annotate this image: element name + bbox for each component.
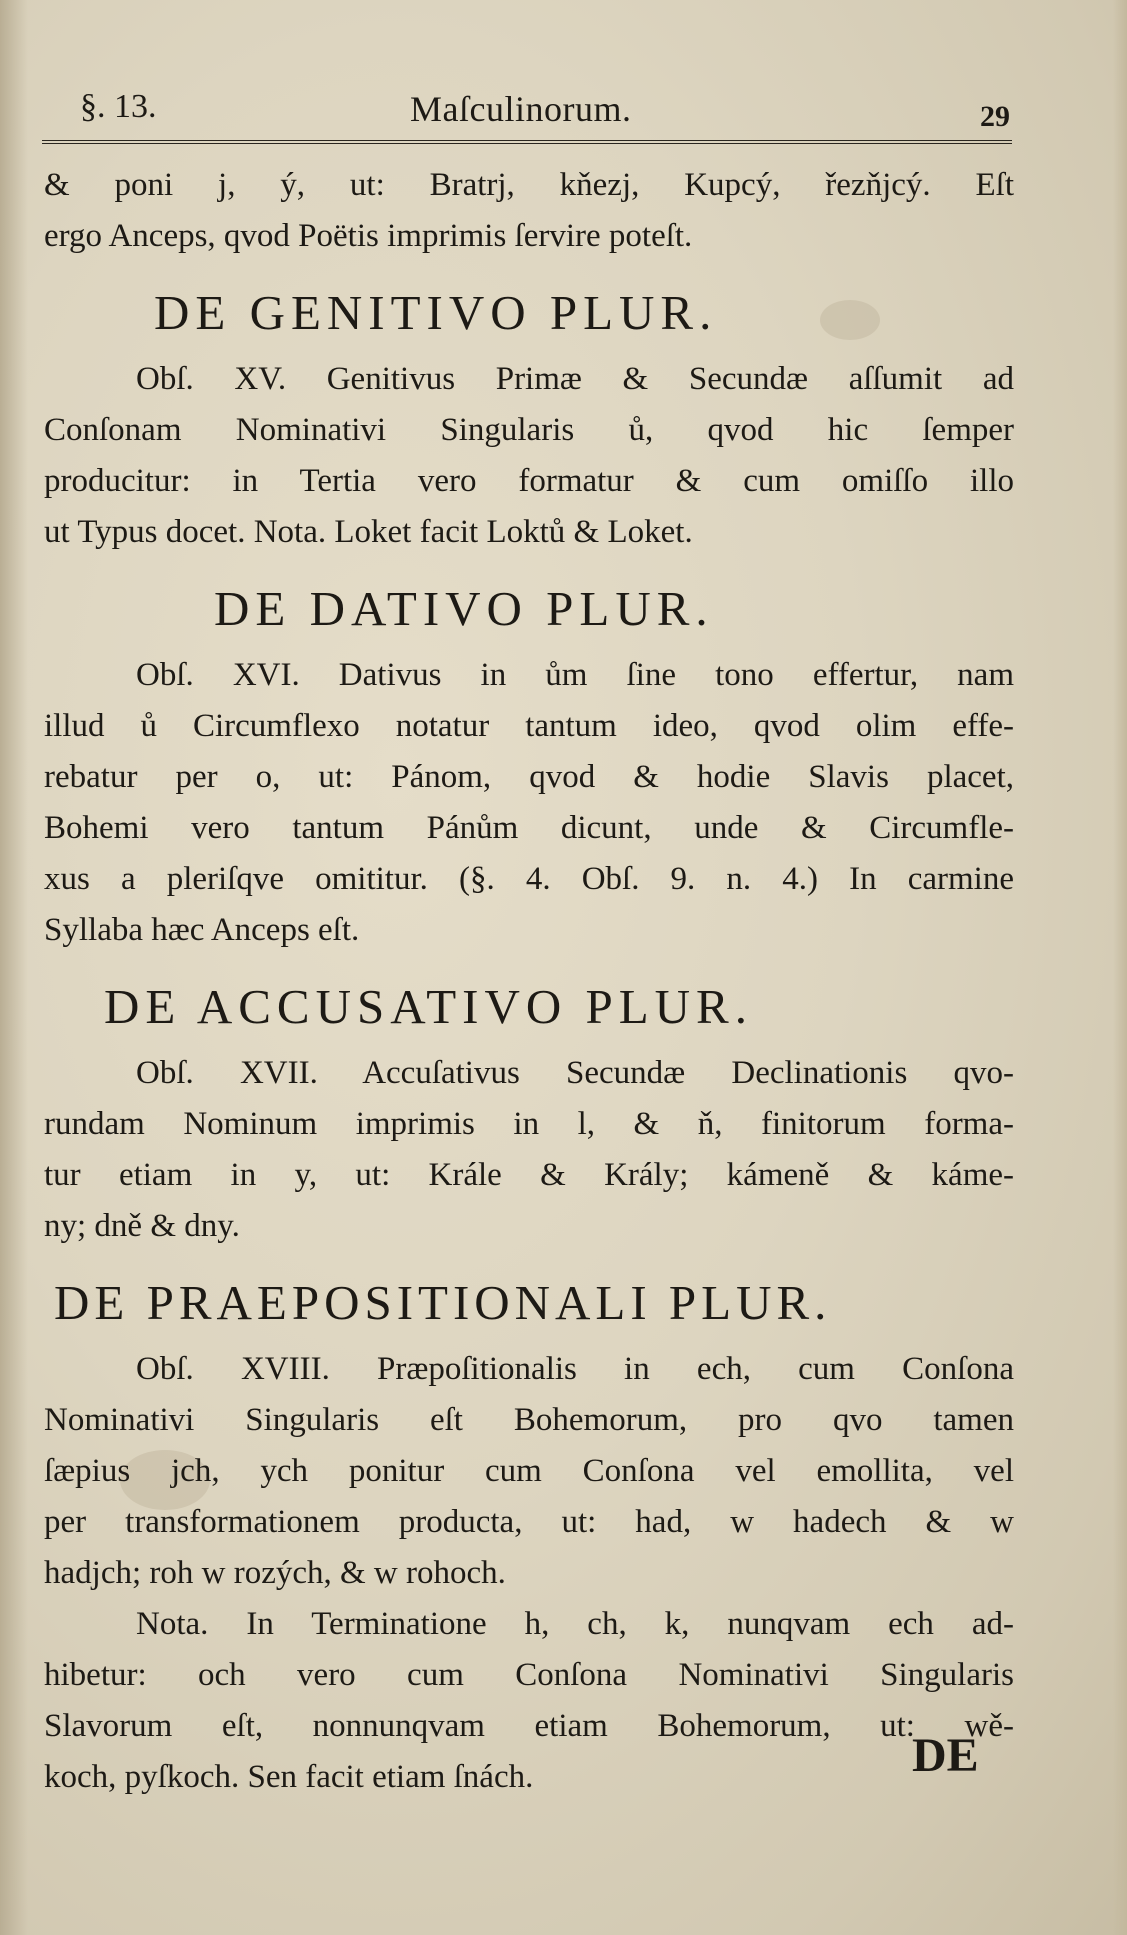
text-line: rebatur per o, ut: Pánom, qvod & hodie Slavis placet, [44,759,1014,795]
text-line: ergo Anceps, qvod Poëtis imprimis ſervire poteſt. [44,218,693,254]
note-line: Nota. In Terminatione h, ch, k, nunqvam ech ad- [136,1606,1014,1642]
text-line: Obſ. XVIII. Præpoſitionalis in ech, cum Conſona [136,1351,1014,1387]
page-number: 29 [980,100,1010,133]
section-mark: §. 13. [80,88,157,125]
text-line: rundam Nominum imprimis in l, & ň, finitorum forma- [44,1106,1014,1142]
text-line: Nominativi Singularis eſt Bohemorum, pro qvo tamen [44,1402,1014,1438]
text-line: Obſ. XVII. Accuſativus Secundæ Declinationis qvo- [136,1055,1014,1091]
text-line: Bohemi vero tantum Pánům dicunt, unde & Circumfle- [44,810,1014,846]
text-line: producitur: in Tertia vero formatur & cum omiſſo illo [44,463,1014,499]
text-line: illud ů Circumflexo notatur tantum ideo, qvod olim effe- [44,708,1014,744]
text-line: ſæpius jch, ych ponitur cum Conſona vel emollita, vel [44,1453,1014,1489]
running-title: Maſculinorum. [410,89,632,129]
text-line: Obſ. XVI. Dativus in ům ſine tono effertur, nam [136,657,1014,693]
text-line: Obſ. XV. Genitivus Primæ & Secundæ aſſumit ad [136,361,1014,397]
section-heading-prepositional: DE PRAEPOSITIONALI PLUR. [54,1275,832,1330]
section-heading-accusative: DE ACCUSATIVO PLUR. [104,979,753,1034]
note-line: Slavorum eſt, nonnunqvam etiam Bohemorum, ut: wě- [44,1708,1014,1744]
body-text [44,160,1014,1803]
text-line: & poni j, ý, ut: Bratrj, kňezj, Kupcý, řezňjcý. Eſt [44,167,1014,203]
text-line: xus a pleriſqve omititur. (§. 4. Obſ. 9. n. 4.) In carmine [44,861,1014,897]
text-line: per transformationem producta, ut: had, w hadech & w [44,1504,1014,1540]
section-heading-genitive: DE GENITIVO PLUR. [154,285,718,340]
page-edge-shadow [1113,0,1127,1935]
header-rule [42,140,1012,144]
text-line: hadjch; roh w rozých, & w rohoch. [44,1555,506,1591]
running-header [70,88,1010,148]
section-heading-dative: DE DATIVO PLUR. [214,581,714,636]
text-line: Syllaba hæc Anceps eſt. [44,912,360,948]
text-line: Conſonam Nominativi Singularis ů, qvod hic ſemper [44,412,1014,448]
text-line: tur etiam in y, ut: Krále & Krály; kámeně & káme- [44,1157,1014,1193]
text-line: ut Typus docet. Nota. Loket facit Loktů & Loket. [44,514,693,550]
catchword: DE [912,1729,979,1782]
note-line: koch, pyſkoch. Sen facit etiam ſnách. [44,1759,534,1795]
gutter-shadow [0,0,28,1935]
text-line: ny; dně & dny. [44,1208,240,1244]
note-line: hibetur: och vero cum Conſona Nominativi Singularis [44,1657,1014,1693]
